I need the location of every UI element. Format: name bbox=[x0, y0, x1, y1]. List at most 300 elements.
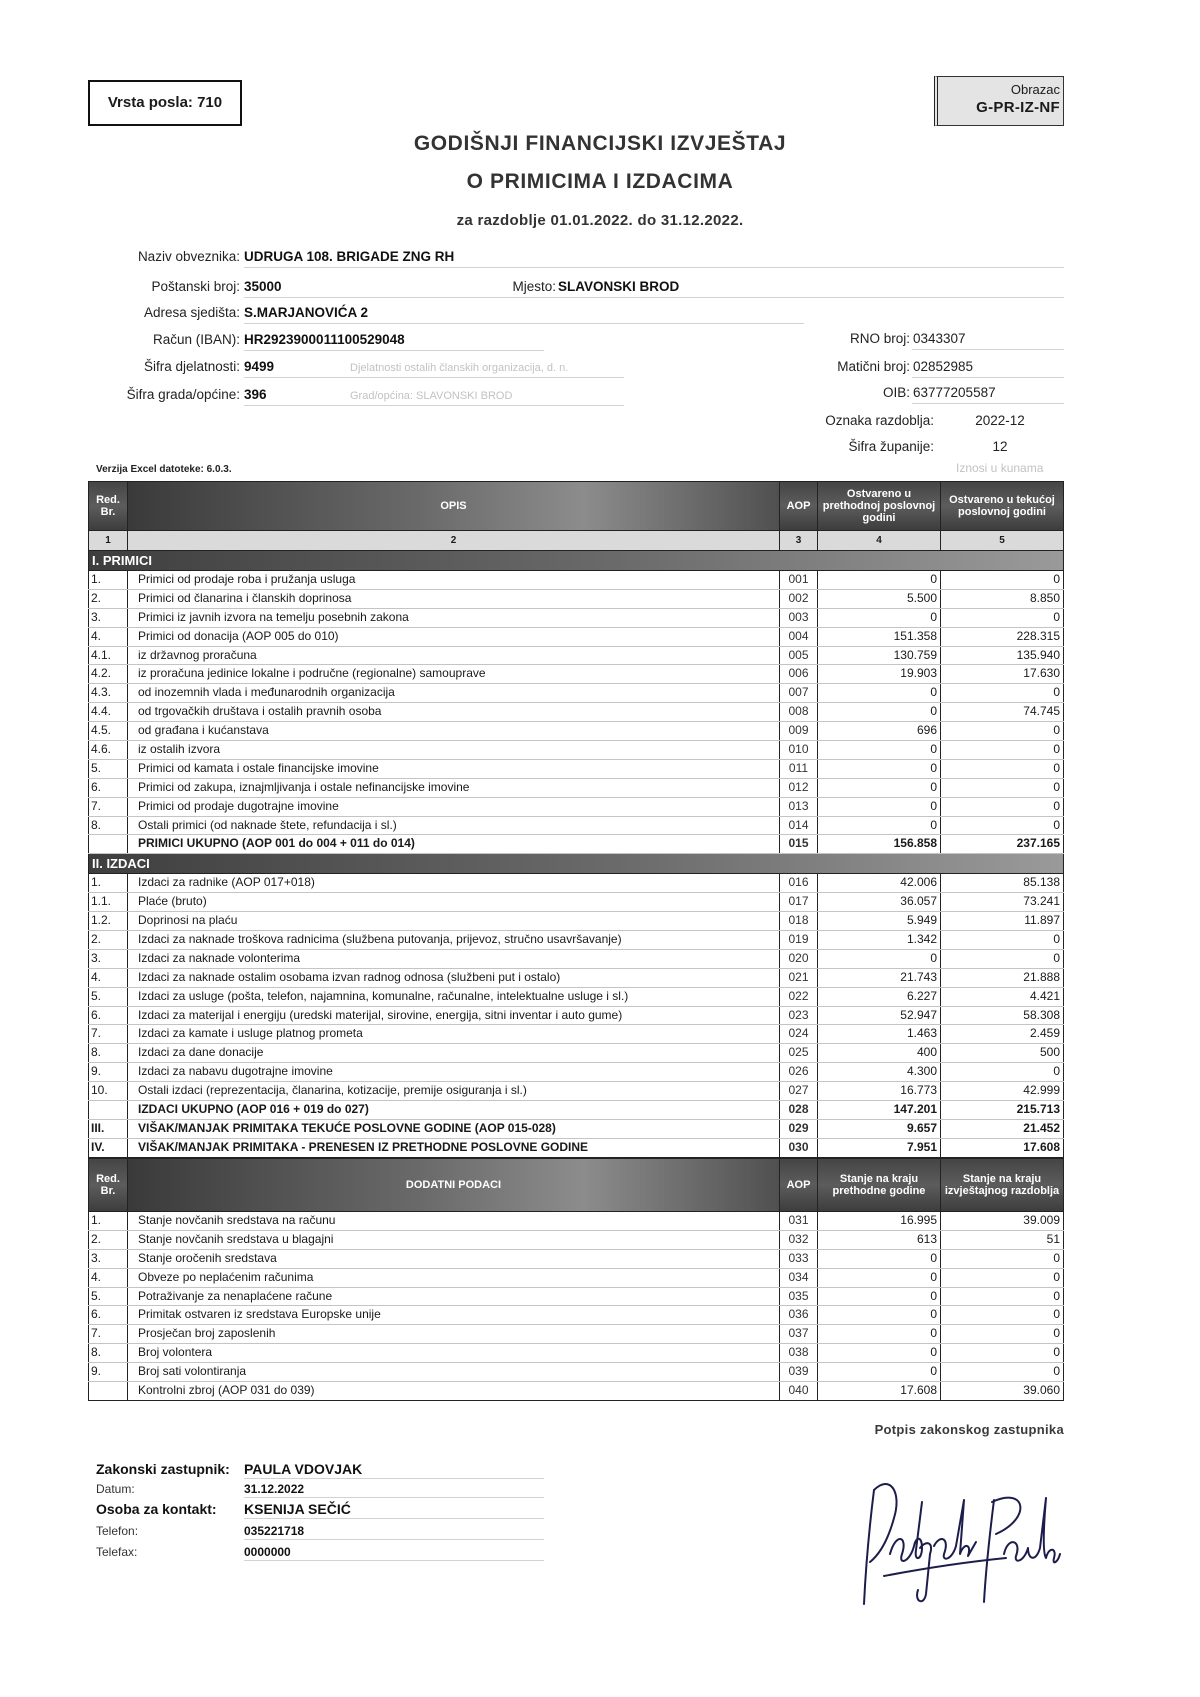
table-row bbox=[88, 874, 1064, 893]
row-description: Izdaci za naknade troškova radnicima (službena putovanja, prijevoz, stručno usavršavanje) bbox=[128, 931, 780, 949]
table-row bbox=[88, 1025, 1064, 1044]
value-previous: 0 bbox=[818, 760, 941, 778]
value-current: 17.630 bbox=[941, 665, 1064, 683]
value-current: 21.888 bbox=[941, 969, 1064, 987]
value-previous: 156.858 bbox=[818, 835, 941, 853]
row-description: iz državnog proračuna bbox=[128, 647, 780, 665]
table-body bbox=[88, 1212, 1064, 1401]
value-previous: 0 bbox=[818, 684, 941, 702]
value-current: 17.608 bbox=[941, 1139, 1064, 1157]
value-previous: 147.201 bbox=[818, 1101, 941, 1119]
value-current: 237.165 bbox=[941, 835, 1064, 853]
value-current: 0 bbox=[941, 760, 1064, 778]
row-description: Primitak ostvaren iz sredstava Europske unije bbox=[128, 1306, 780, 1324]
row-number: 8. bbox=[88, 817, 128, 835]
field-underline bbox=[244, 323, 804, 324]
aop-code: 038 bbox=[780, 1344, 818, 1362]
table-row bbox=[88, 950, 1064, 969]
table-row bbox=[88, 931, 1064, 950]
row-number: 7. bbox=[88, 1025, 128, 1043]
table-row bbox=[88, 988, 1064, 1007]
row-description: Kontrolni zbroj (AOP 031 do 039) bbox=[128, 1382, 780, 1400]
additional-data-table bbox=[88, 1158, 1064, 1401]
aop-code: 003 bbox=[780, 609, 818, 627]
row-description: Ostali primici (od naknade štete, refundacija i sl.) bbox=[128, 817, 780, 835]
field-underline bbox=[244, 1478, 544, 1479]
row-description: Izdaci za usluge (pošta, telefon, najamnina, komunalne, računalne, intelektualne usluge i sl.) bbox=[128, 988, 780, 1006]
report-period: za razdoblje 01.01.2022. do 31.12.2022. bbox=[456, 212, 744, 229]
value-current: 0 bbox=[941, 817, 1064, 835]
table-row bbox=[88, 835, 1064, 854]
city-code: 396 bbox=[244, 387, 267, 402]
row-number: 3. bbox=[88, 950, 128, 968]
row-description: Primici od donacija (AOP 005 do 010) bbox=[128, 628, 780, 646]
value-previous: 1.463 bbox=[818, 1025, 941, 1043]
value-current: 0 bbox=[941, 609, 1064, 627]
row-number: 1. bbox=[88, 1212, 128, 1230]
row-number: 2. bbox=[88, 590, 128, 608]
row-description: Plaće (bruto) bbox=[128, 893, 780, 911]
row-number: 4.4. bbox=[88, 703, 128, 721]
row-number: 4. bbox=[88, 969, 128, 987]
field-underline bbox=[244, 1518, 544, 1519]
row-number: 1. bbox=[88, 571, 128, 589]
form-code-label: Obrazac bbox=[1010, 82, 1060, 97]
aop-code: 010 bbox=[780, 741, 818, 759]
table-row bbox=[88, 684, 1064, 703]
row-number: 1.2. bbox=[88, 912, 128, 930]
row-description: od inozemnih vlada i međunarodnih organizacija bbox=[128, 684, 780, 702]
field-underline bbox=[244, 1560, 544, 1561]
row-number: 8. bbox=[88, 1344, 128, 1362]
col-header-description: OPIS bbox=[128, 481, 780, 531]
aop-code: 036 bbox=[780, 1306, 818, 1324]
table-row bbox=[88, 760, 1064, 779]
address-label: Adresa sjedišta: bbox=[143, 305, 240, 320]
table-row bbox=[88, 1139, 1064, 1158]
value-current: 0 bbox=[941, 684, 1064, 702]
table-row bbox=[88, 912, 1064, 931]
aop-code: 014 bbox=[780, 817, 818, 835]
aop-code: 004 bbox=[780, 628, 818, 646]
signature bbox=[856, 1462, 1062, 1612]
value-current: 58.308 bbox=[941, 1007, 1064, 1025]
field-underline bbox=[244, 377, 624, 378]
col-header-additional-data: DODATNI PODACI bbox=[128, 1158, 780, 1212]
value-current: 21.452 bbox=[941, 1120, 1064, 1138]
table-row bbox=[88, 1007, 1064, 1026]
row-description: Stanje novčanih sredstava na računu bbox=[128, 1212, 780, 1230]
aop-code: 016 bbox=[780, 874, 818, 892]
field-underline bbox=[912, 403, 1064, 404]
row-description: VIŠAK/MANJAK PRIMITAKA - PRENESEN IZ PRETHODNE POSLOVNE GODINE bbox=[128, 1139, 780, 1157]
row-description: Primici od prodaje dugotrajne imovine bbox=[128, 798, 780, 816]
aop-code: 007 bbox=[780, 684, 818, 702]
value-previous: 0 bbox=[818, 1288, 941, 1306]
col-header-end-reporting-period: Stanje na kraju izvještajnog razdoblja bbox=[941, 1158, 1064, 1212]
row-description: Izdaci za naknade volonterima bbox=[128, 950, 780, 968]
row-number: 1. bbox=[88, 874, 128, 892]
value-current: 39.060 bbox=[941, 1382, 1064, 1400]
col-header-row-number: Red. Br. bbox=[88, 1158, 128, 1212]
row-description: VIŠAK/MANJAK PRIMITAKA TEKUĆE POSLOVNE GODINE (AOP 015-028) bbox=[128, 1120, 780, 1138]
row-number: 3. bbox=[88, 1250, 128, 1268]
table-row bbox=[88, 1082, 1064, 1101]
aop-code: 013 bbox=[780, 798, 818, 816]
value-previous: 696 bbox=[818, 722, 941, 740]
value-previous: 6.227 bbox=[818, 988, 941, 1006]
row-number: 6. bbox=[88, 1007, 128, 1025]
legal-representative-label: Zakonski zastupnik: bbox=[96, 1461, 230, 1477]
aop-code: 015 bbox=[780, 835, 818, 853]
form-code: G-PR-IZ-NF bbox=[976, 99, 1060, 116]
value-current: 0 bbox=[941, 950, 1064, 968]
aop-code: 001 bbox=[780, 571, 818, 589]
postal-code: 35000 bbox=[244, 279, 282, 294]
table-header-row bbox=[88, 481, 1064, 531]
row-number: 1.1. bbox=[88, 893, 128, 911]
col-header-aop: AOP bbox=[780, 481, 818, 531]
table-row bbox=[88, 1269, 1064, 1288]
table-row bbox=[88, 628, 1064, 647]
col-header-current-year: Ostvareno u tekućoj poslovnoj godini bbox=[941, 481, 1064, 531]
aop-code: 026 bbox=[780, 1063, 818, 1081]
table-row bbox=[88, 1344, 1064, 1363]
county-code: 12 bbox=[992, 439, 1008, 454]
city: SLAVONSKI BROD bbox=[558, 279, 680, 294]
value-current: 85.138 bbox=[941, 874, 1064, 892]
table-row bbox=[88, 817, 1064, 836]
row-number: IV. bbox=[88, 1139, 128, 1157]
row-description: Primici od prodaje roba i pružanja usluga bbox=[128, 571, 780, 589]
row-description: Broj volontera bbox=[128, 1344, 780, 1362]
value-previous: 0 bbox=[818, 798, 941, 816]
row-description: Obveze po neplaćenim računima bbox=[128, 1269, 780, 1287]
row-number bbox=[88, 1382, 128, 1400]
value-current: 74.745 bbox=[941, 703, 1064, 721]
column-number: 1 bbox=[88, 531, 128, 551]
section-header: I. PRIMICI bbox=[88, 551, 1064, 571]
row-description: Prosječan broj zaposlenih bbox=[128, 1325, 780, 1343]
row-description: iz ostalih izvora bbox=[128, 741, 780, 759]
value-previous: 0 bbox=[818, 779, 941, 797]
value-previous: 0 bbox=[818, 1344, 941, 1362]
row-description: od trgovačkih društava i ostalih pravnih osoba bbox=[128, 703, 780, 721]
row-number: 4.5. bbox=[88, 722, 128, 740]
value-current: 73.241 bbox=[941, 893, 1064, 911]
report-subtitle: O PRIMICIMA I IZDACIMA bbox=[466, 170, 734, 193]
row-number: 2. bbox=[88, 931, 128, 949]
period-code-label: Oznaka razdoblja: bbox=[825, 413, 934, 428]
table-row bbox=[88, 1288, 1064, 1307]
aop-code: 033 bbox=[780, 1250, 818, 1268]
city-code-label: Šifra grada/općine: bbox=[126, 387, 240, 402]
row-number: 6. bbox=[88, 779, 128, 797]
row-description: Izdaci za radnike (AOP 017+018) bbox=[128, 874, 780, 892]
registry-number-label: Matični broj: bbox=[837, 359, 910, 374]
table-row bbox=[88, 1101, 1064, 1120]
table-row bbox=[88, 893, 1064, 912]
value-current: 0 bbox=[941, 1063, 1064, 1081]
row-description: Primici iz javnih izvora na temelju posebnih zakona bbox=[128, 609, 780, 627]
aop-code: 017 bbox=[780, 893, 818, 911]
aop-code: 037 bbox=[780, 1325, 818, 1343]
value-previous: 21.743 bbox=[818, 969, 941, 987]
col-header-end-previous-year: Stanje na kraju prethodne godine bbox=[818, 1158, 941, 1212]
row-number: 5. bbox=[88, 1288, 128, 1306]
row-description: Izdaci za naknade ostalim osobama izvan radnog odnosa (službeni put i ostalo) bbox=[128, 969, 780, 987]
table-row bbox=[88, 1382, 1064, 1401]
aop-code: 002 bbox=[780, 590, 818, 608]
row-description: Stanje novčanih sredstava u blagajni bbox=[128, 1231, 780, 1249]
oib-number: 63777205587 bbox=[913, 385, 996, 400]
value-previous: 0 bbox=[818, 1306, 941, 1324]
value-previous: 400 bbox=[818, 1044, 941, 1062]
table-row bbox=[88, 1306, 1064, 1325]
col-header-aop: AOP bbox=[780, 1158, 818, 1212]
contact-person-label: Osoba za kontakt: bbox=[96, 1501, 217, 1517]
row-number: 5. bbox=[88, 760, 128, 778]
aop-code: 035 bbox=[780, 1288, 818, 1306]
row-number: 3. bbox=[88, 609, 128, 627]
table-row bbox=[88, 779, 1064, 798]
field-underline bbox=[244, 350, 544, 351]
city-label: Mjesto: bbox=[512, 279, 556, 294]
value-previous: 0 bbox=[818, 1325, 941, 1343]
oib-label: OIB: bbox=[882, 385, 910, 400]
aop-code: 011 bbox=[780, 760, 818, 778]
row-description: Doprinosi na plaću bbox=[128, 912, 780, 930]
receipts-expenditures-table bbox=[88, 481, 1064, 1158]
column-number: 4 bbox=[818, 531, 941, 551]
row-number: 8. bbox=[88, 1044, 128, 1062]
value-previous: 0 bbox=[818, 1363, 941, 1381]
iban: HR2923900011100529048 bbox=[244, 332, 405, 347]
table-row bbox=[88, 969, 1064, 988]
field-underline bbox=[244, 1497, 544, 1498]
table-body bbox=[88, 551, 1064, 1158]
city-description: Grad/općina: SLAVONSKI BROD bbox=[350, 390, 513, 402]
row-number: 2. bbox=[88, 1231, 128, 1249]
row-description: IZDACI UKUPNO (AOP 016 + 019 do 027) bbox=[128, 1101, 780, 1119]
value-current: 0 bbox=[941, 1269, 1064, 1287]
value-previous: 0 bbox=[818, 609, 941, 627]
row-number: 4.1. bbox=[88, 647, 128, 665]
fax: 0000000 bbox=[244, 1545, 291, 1559]
row-description: Izdaci za dane donacije bbox=[128, 1044, 780, 1062]
address: S.MARJANOVIĆA 2 bbox=[244, 305, 369, 320]
value-current: 500 bbox=[941, 1044, 1064, 1062]
table-row bbox=[88, 571, 1064, 590]
row-description: iz proračuna jedinice lokalne i područne (regionalne) samouprave bbox=[128, 665, 780, 683]
table-row bbox=[88, 590, 1064, 609]
row-number: 4.3. bbox=[88, 684, 128, 702]
activity-code: 9499 bbox=[244, 359, 275, 374]
excel-version: Verzija Excel datoteke: 6.0.3. bbox=[96, 464, 232, 475]
value-current: 0 bbox=[941, 1288, 1064, 1306]
value-previous: 130.759 bbox=[818, 647, 941, 665]
field-underline bbox=[244, 1539, 544, 1540]
row-description: od građana i kućanstava bbox=[128, 722, 780, 740]
value-current: 0 bbox=[941, 1363, 1064, 1381]
value-previous: 0 bbox=[818, 1269, 941, 1287]
table-row bbox=[88, 798, 1064, 817]
value-previous: 0 bbox=[818, 703, 941, 721]
table-row bbox=[88, 1120, 1064, 1139]
row-number: 10. bbox=[88, 1082, 128, 1100]
value-previous: 1.342 bbox=[818, 931, 941, 949]
value-previous: 16.773 bbox=[818, 1082, 941, 1100]
aop-code: 032 bbox=[780, 1231, 818, 1249]
value-current: 0 bbox=[941, 741, 1064, 759]
taxpayer-name: UDRUGA 108. BRIGADE ZNG RH bbox=[244, 249, 455, 264]
activity-description: Djelatnosti ostalih članskih organizacija, d. n. bbox=[350, 362, 569, 374]
value-current: 39.009 bbox=[941, 1212, 1064, 1230]
value-current: 0 bbox=[941, 1325, 1064, 1343]
table-row bbox=[88, 741, 1064, 760]
row-number: 7. bbox=[88, 798, 128, 816]
table-row bbox=[88, 1063, 1064, 1082]
contact-person: KSENIJA SEČIĆ bbox=[244, 1501, 351, 1517]
row-number bbox=[88, 1101, 128, 1119]
aop-code: 009 bbox=[780, 722, 818, 740]
report-title: GODIŠNJI FINANCIJSKI IZVJEŠTAJ bbox=[413, 132, 787, 155]
table-row bbox=[88, 1231, 1064, 1250]
period-code: 2022-12 bbox=[975, 413, 1025, 428]
row-number: 4.2. bbox=[88, 665, 128, 683]
aop-code: 012 bbox=[780, 779, 818, 797]
county-code-label: Šifra županije: bbox=[848, 439, 934, 454]
value-current: 0 bbox=[941, 571, 1064, 589]
table-row bbox=[88, 703, 1064, 722]
aop-code: 029 bbox=[780, 1120, 818, 1138]
value-previous: 36.057 bbox=[818, 893, 941, 911]
value-previous: 19.903 bbox=[818, 665, 941, 683]
aop-code: 030 bbox=[780, 1139, 818, 1157]
table-row bbox=[88, 1325, 1064, 1344]
value-current: 0 bbox=[941, 722, 1064, 740]
aop-code: 018 bbox=[780, 912, 818, 930]
aop-code: 019 bbox=[780, 931, 818, 949]
value-previous: 0 bbox=[818, 1250, 941, 1268]
postal-code-label: Poštanski broj: bbox=[151, 279, 240, 294]
value-current: 42.999 bbox=[941, 1082, 1064, 1100]
row-description: Ostali izdaci (reprezentacija, članarina, kotizacije, premije osiguranja i sl.) bbox=[128, 1082, 780, 1100]
value-current: 0 bbox=[941, 1344, 1064, 1362]
table-row bbox=[88, 1044, 1064, 1063]
col-header-row-number: Red. Br. bbox=[88, 481, 128, 531]
value-previous: 9.657 bbox=[818, 1120, 941, 1138]
value-previous: 42.006 bbox=[818, 874, 941, 892]
value-previous: 5.500 bbox=[818, 590, 941, 608]
row-number: 9. bbox=[88, 1063, 128, 1081]
legal-representative: PAULA VDOVJAK bbox=[244, 1461, 363, 1477]
value-previous: 4.300 bbox=[818, 1063, 941, 1081]
value-current: 2.459 bbox=[941, 1025, 1064, 1043]
table-row bbox=[88, 1363, 1064, 1382]
value-previous: 0 bbox=[818, 741, 941, 759]
date: 31.12.2022 bbox=[244, 1482, 305, 1496]
column-number: 2 bbox=[128, 531, 780, 551]
value-current: 0 bbox=[941, 779, 1064, 797]
row-description: Primici od kamata i ostale financijske imovine bbox=[128, 760, 780, 778]
form-code-box bbox=[934, 76, 1064, 126]
row-description: Izdaci za kamate i usluge platnog prometa bbox=[128, 1025, 780, 1043]
field-underline bbox=[244, 297, 1064, 298]
field-underline bbox=[244, 405, 624, 406]
date-label: Datum: bbox=[96, 1482, 135, 1496]
aop-code: 034 bbox=[780, 1269, 818, 1287]
row-number: 7. bbox=[88, 1325, 128, 1343]
rno-number: 0343307 bbox=[913, 331, 966, 346]
row-description: Primici od zakupa, iznajmljivanja i ostale nefinancijske imovine bbox=[128, 779, 780, 797]
value-current: 4.421 bbox=[941, 988, 1064, 1006]
aop-code: 020 bbox=[780, 950, 818, 968]
column-number: 5 bbox=[941, 531, 1064, 551]
aop-code: 027 bbox=[780, 1082, 818, 1100]
row-description: PRIMICI UKUPNO (AOP 001 do 004 + 011 do 014) bbox=[128, 835, 780, 853]
iban-label: Račun (IBAN): bbox=[152, 332, 240, 347]
form-type-box: Vrsta posla: 710 bbox=[88, 80, 242, 126]
value-current: 8.850 bbox=[941, 590, 1064, 608]
row-number bbox=[88, 835, 128, 853]
col-header-previous-year: Ostvareno u prethodnoj poslovnoj godini bbox=[818, 481, 941, 531]
row-description: Potraživanje za nenaplaćene račune bbox=[128, 1288, 780, 1306]
aop-code: 039 bbox=[780, 1363, 818, 1381]
value-previous: 0 bbox=[818, 950, 941, 968]
row-number: 5. bbox=[88, 988, 128, 1006]
phone: 035221718 bbox=[244, 1524, 305, 1538]
value-previous: 613 bbox=[818, 1231, 941, 1249]
field-underline bbox=[912, 349, 1064, 350]
row-number: 4. bbox=[88, 628, 128, 646]
value-previous: 16.995 bbox=[818, 1212, 941, 1230]
value-previous: 17.608 bbox=[818, 1382, 941, 1400]
value-current: 0 bbox=[941, 1250, 1064, 1268]
aop-code: 022 bbox=[780, 988, 818, 1006]
row-number: 9. bbox=[88, 1363, 128, 1381]
table-row bbox=[88, 609, 1064, 628]
table-row bbox=[88, 722, 1064, 741]
row-description: Izdaci za materijal i energiju (uredski materijal, sirovine, energija, sitni inventar i auto gume) bbox=[128, 1007, 780, 1025]
value-current: 0 bbox=[941, 931, 1064, 949]
signature-caption: Potpis zakonskog zastupnika bbox=[874, 1422, 1064, 1437]
table-row bbox=[88, 1212, 1064, 1231]
fax-label: Telefax: bbox=[96, 1545, 138, 1559]
row-description: Primici od članarina i članskih doprinosa bbox=[128, 590, 780, 608]
currency-note: Iznosi u kunama bbox=[956, 461, 1044, 475]
rno-label: RNO broj: bbox=[849, 331, 910, 346]
table-row bbox=[88, 647, 1064, 666]
value-previous: 5.949 bbox=[818, 912, 941, 930]
aop-code: 031 bbox=[780, 1212, 818, 1230]
aop-code: 006 bbox=[780, 665, 818, 683]
value-previous: 151.358 bbox=[818, 628, 941, 646]
taxpayer-name-label: Naziv obveznika: bbox=[137, 249, 240, 264]
aop-code: 023 bbox=[780, 1007, 818, 1025]
value-current: 0 bbox=[941, 1306, 1064, 1324]
activity-code-label: Šifra djelatnosti: bbox=[143, 359, 240, 374]
value-current: 51 bbox=[941, 1231, 1064, 1249]
aop-code: 024 bbox=[780, 1025, 818, 1043]
value-current: 215.713 bbox=[941, 1101, 1064, 1119]
value-previous: 52.947 bbox=[818, 1007, 941, 1025]
column-number: 3 bbox=[780, 531, 818, 551]
table-row bbox=[88, 665, 1064, 684]
value-previous: 0 bbox=[818, 571, 941, 589]
row-number: 4. bbox=[88, 1269, 128, 1287]
value-current: 228.315 bbox=[941, 628, 1064, 646]
